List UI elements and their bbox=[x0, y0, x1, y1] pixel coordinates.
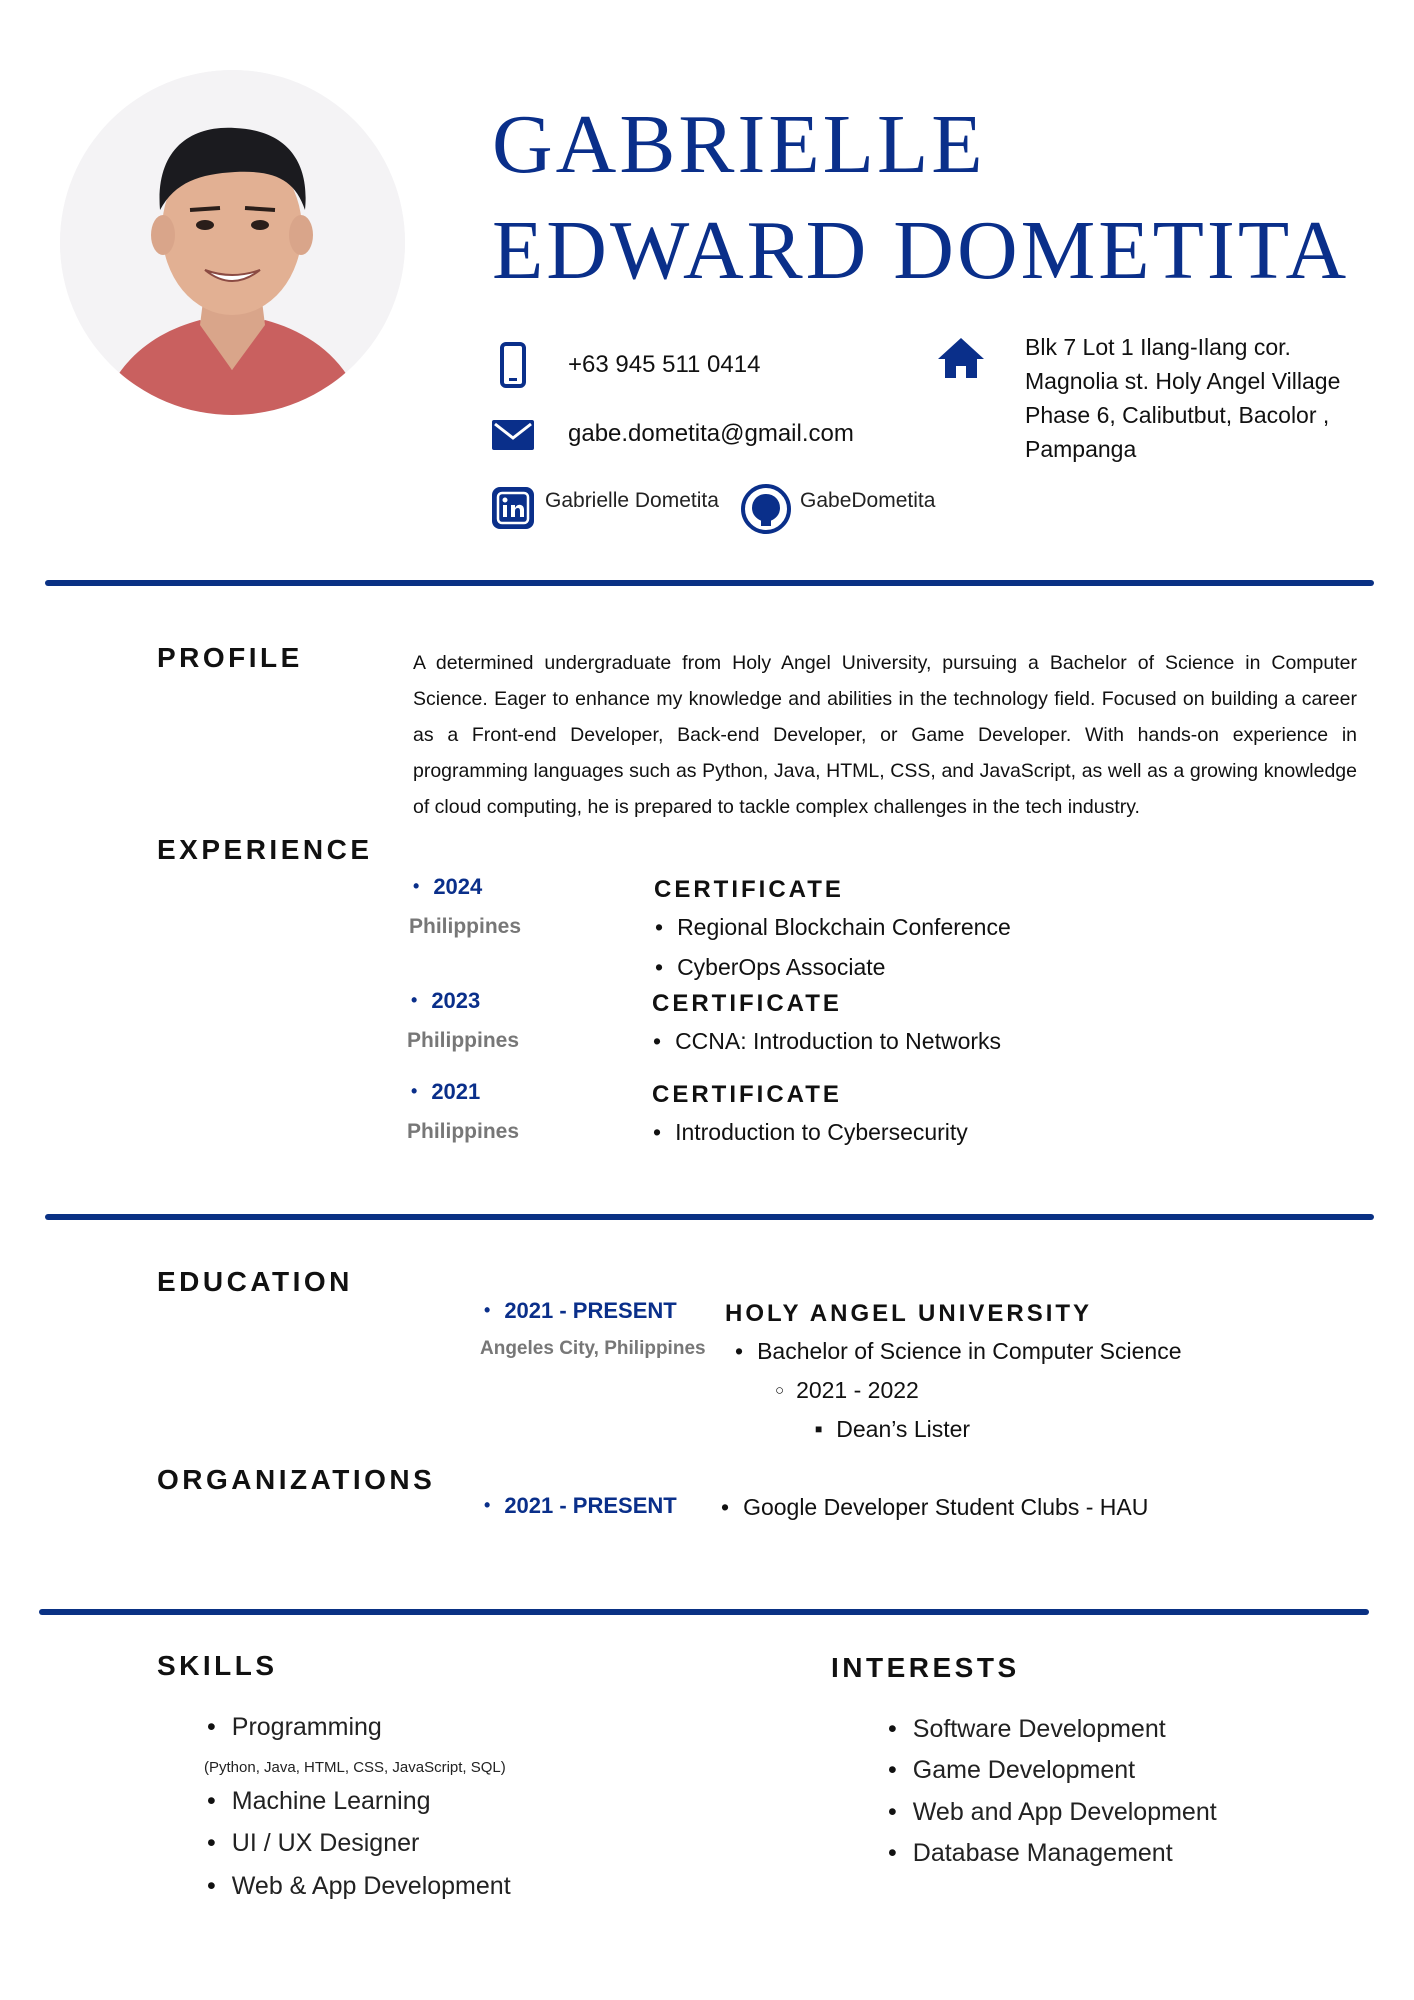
experience-location: Philippines bbox=[407, 1120, 520, 1143]
phone-icon bbox=[500, 342, 526, 388]
organization-period: • 2021 - PRESENT bbox=[484, 1493, 677, 1519]
experience-item: • CCNA: Introduction to Networks bbox=[653, 1028, 1001, 1055]
experience-heading: CERTIFICATE bbox=[654, 876, 844, 903]
email-icon bbox=[492, 420, 534, 450]
experience-item: • Regional Blockchain Conference bbox=[655, 914, 1011, 941]
organizations-title: ORGANIZATIONS bbox=[157, 1464, 436, 1495]
address-line: Magnolia st. Holy Angel Village bbox=[1025, 368, 1341, 394]
degree: • Bachelor of Science in Computer Science bbox=[735, 1338, 1182, 1365]
experience-heading: CERTIFICATE bbox=[652, 990, 842, 1017]
interest-item: • Web and App Development bbox=[888, 1798, 1217, 1827]
home-address bbox=[1025, 330, 1385, 466]
education-period: • 2021 - PRESENT bbox=[484, 1298, 677, 1324]
address-line: Pampanga bbox=[1025, 436, 1137, 462]
full-name bbox=[492, 92, 1349, 304]
organization-item: • Google Developer Student Clubs - HAU bbox=[721, 1494, 1148, 1521]
divider bbox=[45, 580, 1374, 586]
github-icon bbox=[740, 483, 792, 535]
interest-item: • Game Development bbox=[888, 1756, 1135, 1785]
education-location: Angeles City, Philippines bbox=[480, 1338, 706, 1359]
interests-title: INTERESTS bbox=[831, 1652, 1020, 1683]
phone-number[interactable]: +63 945 511 0414 bbox=[568, 351, 761, 378]
skill-item: • Web & App Development bbox=[207, 1872, 511, 1901]
home-icon bbox=[936, 336, 986, 380]
experience-year: • 2024 bbox=[413, 874, 482, 900]
experience-year: • 2023 bbox=[411, 988, 480, 1014]
interest-item: • Database Management bbox=[888, 1839, 1173, 1868]
experience-year: • 2021 bbox=[411, 1079, 480, 1105]
experience-location: Philippines bbox=[409, 915, 522, 938]
experience-item: • CyberOps Associate bbox=[655, 954, 885, 981]
experience-title: EXPERIENCE bbox=[157, 834, 373, 865]
divider bbox=[39, 1609, 1369, 1615]
programming-languages: (Python, Java, HTML, CSS, JavaScript, SQL) bbox=[204, 1759, 506, 1776]
experience-heading: CERTIFICATE bbox=[652, 1081, 842, 1108]
person-portrait-icon bbox=[60, 70, 405, 415]
name-first: GABRIELLE bbox=[492, 98, 986, 191]
skill-item: • Programming bbox=[207, 1713, 382, 1742]
year-range: ○ 2021 - 2022 bbox=[775, 1377, 919, 1404]
experience-location: Philippines bbox=[407, 1029, 520, 1052]
divider bbox=[45, 1214, 1374, 1220]
github-handle[interactable]: GabeDometita bbox=[800, 489, 936, 512]
profile-text: A determined undergraduate from Holy Angel University, pursuing a Bachelor of Science in Computer Science. Eager to enhance my knowledge and abilities in the technology field. Focused on building a career as a Front-end Developer, Back-end Developer, or Game Developer. With hands-on experience in programming languages such as Python, Java, HTML, CSS, and JavaScript, as well as a growing knowledge of cloud computing, he is prepared to tackle complex challenges in the tech industry. bbox=[413, 652, 1357, 818]
school-name: HOLY ANGEL UNIVERSITY bbox=[725, 1300, 1093, 1327]
profile-photo bbox=[60, 70, 405, 415]
honor: ■ Dean’s Lister bbox=[815, 1416, 970, 1443]
skill-item: • Machine Learning bbox=[207, 1787, 431, 1816]
address-line: Blk 7 Lot 1 Ilang-Ilang cor. bbox=[1025, 334, 1291, 360]
skills-title: SKILLS bbox=[157, 1650, 278, 1681]
education-title: EDUCATION bbox=[157, 1266, 353, 1297]
profile-title: PROFILE bbox=[157, 642, 303, 673]
name-last: EDWARD DOMETITA bbox=[492, 204, 1350, 297]
experience-item: • Introduction to Cybersecurity bbox=[653, 1119, 968, 1146]
linkedin-name[interactable]: Gabrielle Dometita bbox=[545, 489, 719, 512]
address-line: Phase 6, Calibutbut, Bacolor , bbox=[1025, 402, 1330, 428]
linkedin-icon bbox=[492, 487, 534, 529]
skill-item: • UI / UX Designer bbox=[207, 1829, 419, 1858]
interest-item: • Software Development bbox=[888, 1715, 1166, 1744]
email-address[interactable]: gabe.dometita@gmail.com bbox=[568, 420, 854, 447]
